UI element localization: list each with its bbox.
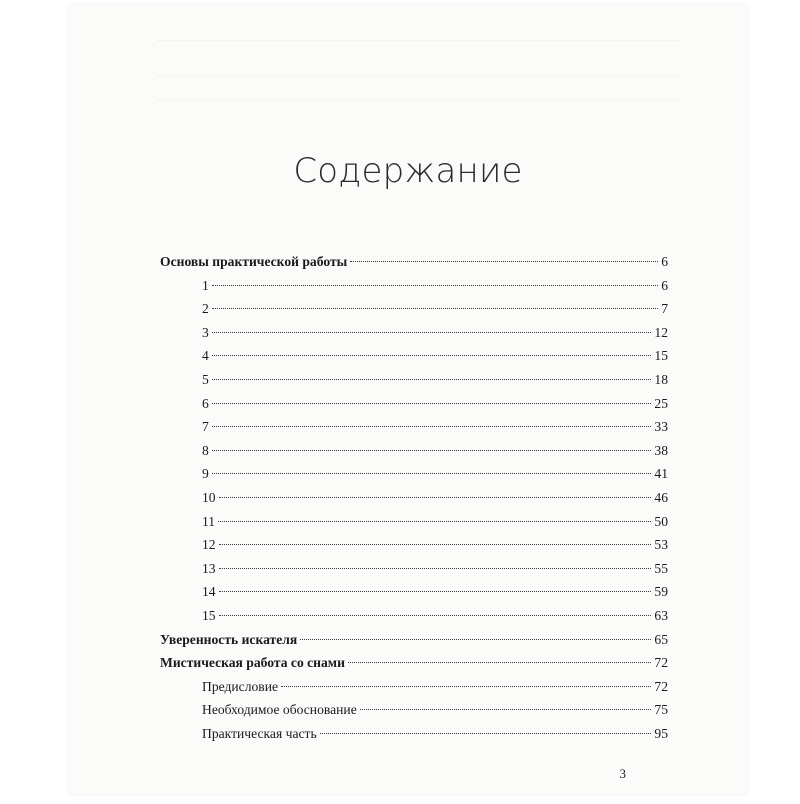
toc-entry-label: Практическая часть bbox=[202, 725, 317, 741]
dot-leader bbox=[320, 733, 652, 734]
dot-leader bbox=[218, 521, 651, 522]
toc-subentry bbox=[160, 604, 668, 628]
toc-entry-page: 55 bbox=[654, 560, 668, 576]
dot-leader bbox=[360, 709, 652, 710]
toc-subentry bbox=[160, 368, 668, 392]
toc-entry-page: 25 bbox=[654, 395, 668, 411]
toc-entry-label: 10 bbox=[202, 489, 216, 505]
toc-entry-label: 8 bbox=[202, 442, 209, 458]
toc-entry-label: 6 bbox=[202, 395, 209, 411]
toc-section-entry bbox=[160, 651, 668, 675]
dot-leader bbox=[212, 426, 652, 427]
dot-leader bbox=[219, 591, 652, 592]
dot-leader bbox=[212, 403, 652, 404]
toc-entry-label: 3 bbox=[202, 324, 209, 340]
page-title: Содержание bbox=[293, 150, 523, 191]
toc-subentry bbox=[160, 675, 668, 699]
toc-entry-label: 1 bbox=[202, 277, 209, 293]
toc-entry-page: 72 bbox=[654, 678, 668, 694]
toc-entry-page: 53 bbox=[654, 537, 668, 553]
toc-subentry bbox=[160, 486, 668, 510]
toc-subentry bbox=[160, 297, 668, 321]
toc-subentry bbox=[160, 557, 668, 581]
toc-entry-label: 13 bbox=[202, 560, 216, 576]
toc-section-entry bbox=[160, 250, 668, 274]
dot-leader bbox=[212, 473, 652, 474]
dot-leader bbox=[219, 568, 652, 569]
toc-subentry bbox=[160, 344, 668, 368]
toc-entry-label: 2 bbox=[202, 301, 209, 317]
toc-entry-label: 5 bbox=[202, 371, 209, 387]
toc-entry-label: 4 bbox=[202, 348, 209, 364]
bleed-through-line bbox=[158, 40, 678, 41]
toc-entry-label: Уверенность искателя bbox=[160, 631, 298, 647]
dot-leader bbox=[219, 615, 652, 616]
toc-entry-page: 6 bbox=[661, 277, 668, 293]
toc-subentry bbox=[160, 722, 668, 746]
dot-leader bbox=[212, 308, 658, 309]
toc-entry-page: 41 bbox=[654, 466, 668, 482]
toc-entry-page: 7 bbox=[661, 301, 668, 317]
toc-entry-page: 50 bbox=[654, 513, 668, 529]
dot-leader bbox=[300, 639, 651, 640]
toc-entry-page: 72 bbox=[654, 655, 668, 671]
toc-entry-page: 95 bbox=[654, 725, 668, 741]
toc-entry-page: 65 bbox=[654, 631, 668, 647]
toc-entry-page: 12 bbox=[654, 324, 668, 340]
book-page bbox=[68, 4, 748, 794]
toc-entry-label: Мистическая работа со снами bbox=[160, 655, 345, 671]
toc-section-entry bbox=[160, 628, 668, 652]
toc-subentry bbox=[160, 415, 668, 439]
toc-entry-page: 46 bbox=[654, 489, 668, 505]
toc-subentry bbox=[160, 698, 668, 722]
dot-leader bbox=[212, 332, 652, 333]
toc-entry-label: 12 bbox=[202, 537, 216, 553]
toc-entry-label: Необходимое обоснование bbox=[202, 702, 357, 718]
bleed-through-line bbox=[158, 100, 678, 101]
toc-subentry bbox=[160, 580, 668, 604]
toc-entry-page: 59 bbox=[654, 584, 668, 600]
toc-subentry bbox=[160, 510, 668, 534]
toc-entry-label: 15 bbox=[202, 607, 216, 623]
page-number: 3 bbox=[619, 766, 626, 781]
toc-subentry bbox=[160, 533, 668, 557]
toc-entry-label: 14 bbox=[202, 584, 216, 600]
toc-subentry bbox=[160, 392, 668, 416]
toc-subentry bbox=[160, 439, 668, 463]
dot-leader bbox=[350, 261, 658, 262]
toc-entry-page: 6 bbox=[661, 254, 668, 269]
toc-entry-label: Предисловие bbox=[202, 678, 279, 694]
toc-entry-page: 33 bbox=[654, 419, 668, 435]
toc-entry-label: 7 bbox=[202, 419, 209, 435]
dot-leader bbox=[212, 355, 652, 356]
toc-entry-page: 38 bbox=[654, 442, 668, 458]
dot-leader bbox=[281, 686, 651, 687]
dot-leader bbox=[219, 544, 652, 545]
dot-leader bbox=[219, 497, 652, 498]
dot-leader bbox=[212, 379, 652, 380]
toc-entry-label: 11 bbox=[202, 513, 216, 529]
toc-subentry bbox=[160, 321, 668, 345]
dot-leader bbox=[348, 662, 652, 663]
toc-entry-page: 18 bbox=[654, 371, 668, 387]
toc-entry-label: 9 bbox=[202, 466, 209, 482]
table-of-contents bbox=[160, 250, 668, 745]
toc-entry-label: Основы практической работы bbox=[160, 254, 348, 269]
toc-subentry bbox=[160, 462, 668, 486]
toc-entry-page: 63 bbox=[654, 607, 668, 623]
dot-leader bbox=[212, 450, 652, 451]
dot-leader bbox=[212, 285, 658, 286]
toc-entry-page: 75 bbox=[654, 702, 668, 718]
toc-subentry bbox=[160, 274, 668, 298]
bleed-through-line bbox=[158, 76, 678, 77]
toc-entry-page: 15 bbox=[654, 348, 668, 364]
